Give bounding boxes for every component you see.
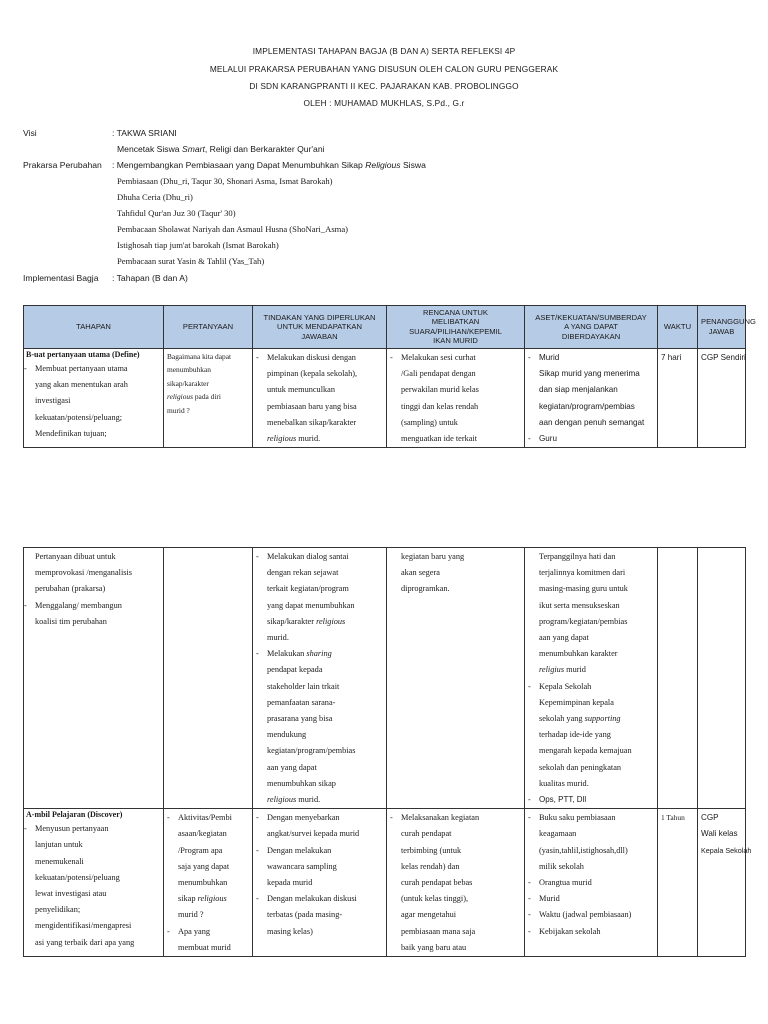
cell-pertanyaan: - Aktivitas/Pembi asaan/kegiatan /Program apa saja yang dapat menumbuhkan sikap religious murid ? - Apa yang membuat murid xyxy=(164,809,253,957)
table-row xyxy=(24,809,746,957)
bagja-table-page-2 xyxy=(23,547,752,957)
table-row xyxy=(24,548,746,809)
cell-aset: - Buku saku pembiasaan keagamaan (yasin,tahlil,istighosah,dll) milik sekolah - Orangtua murid - Murid - Waktu (jadwal pembiasaan) - Kebijakan sekolah xyxy=(525,809,658,957)
prakarsa-item: Istighosah tiap jum'at barokah (Ismat Barokah) xyxy=(117,240,279,250)
cell-pertanyaan xyxy=(164,548,253,809)
cell-penanggung-jawab xyxy=(698,548,746,809)
cell-aset: Terpanggilnya hati dan terjalinnya komitmen dari masing-masing guru untuk ikut serta mensukseskan program/kegiatan/pembias aan yang dapat menumbuhkan karakter religius murid - Kepala Sekolah Kepemimpinan kepala sekolah yang supporting terhadap ide-ide yang mengarah kepada kemajuan sekolah dan peningkatan kualitas murid. - Ops, PTT, Dll xyxy=(525,548,658,809)
cell-tindakan: - Melakukan diskusi dengan pimpinan (kepala sekolah), untuk memunculkan pembiasaan baru yang bisa menebalkan sikap/karakter religious murid. xyxy=(253,348,387,447)
cell-tahapan: Pertanyaan dibuat untuk memprovokasi /menganalisis perubahan (prakarsa) - Menggalang/ membangun koalisi tim perubahan xyxy=(24,548,164,809)
implementasi-label: Implementasi Bagja xyxy=(23,273,99,283)
cell-waktu: 7 hari xyxy=(658,348,698,447)
cell-tahapan: A-mbil Pelajaran (Discover) - Menyusun pertanyaan lanjutan untuk menemukenali kekuatan/potensi/peluang lewat investigasi atau penyelidikan; mengidentifikasi/mengapresi asi yang terbaik dari apa yang xyxy=(24,809,164,957)
visi-value: : TAKWA SRIANI xyxy=(112,128,177,138)
doc-author-line: OLEH : MUHAMAD MUKHLAS, S.Pd., G.r xyxy=(303,98,465,108)
visi-label: Visi xyxy=(23,128,37,138)
header-penanggung-jawab: PENANGGUNG JAWAB xyxy=(698,306,746,349)
stage-title-define: B-uat pertanyaan utama (Define) xyxy=(26,349,140,359)
cell-penanggung-jawab: CGP Sendiri xyxy=(698,348,746,447)
cell-penanggung-jawab: CGP Wali kelas Kepala Sekolah xyxy=(698,809,746,957)
implementasi-value: : Tahapan (B dan A) xyxy=(112,273,188,283)
header-aset: ASET/KEKUATAN/SUMBERDAY A YANG DAPAT DIBERDAYAKAN xyxy=(525,306,658,349)
doc-title-line-1: IMPLEMENTASI TAHAPAN BAGJA (B DAN A) SERTA REFLEKSI 4P xyxy=(252,46,516,56)
header-pertanyaan: PERTANYAAN xyxy=(164,306,253,349)
visi-description: Mencetak Siswa Smart, Religi dan Berkarakter Qur'ani xyxy=(117,144,325,154)
cell-rencana: kegiatan baru yang akan segera diprogramkan. xyxy=(387,548,525,809)
cell-waktu xyxy=(658,548,698,809)
cell-pertanyaan: Bagaimana kita dapat menumbuhkan sikap/karakter religious pada diri murid ? xyxy=(164,348,253,447)
cell-tindakan: - Dengan menyebarkan angkat/survei kepada murid - Dengan melakukan wawancara sampling kepada murid - Dengan melakukan diskusi terbatas (pada masing- masing kelas) xyxy=(253,809,387,957)
doc-title-line-3: DI SDN KARANGPRANTI II KEC. PAJARAKAN KAB. PROBOLINGGO xyxy=(249,81,519,91)
header-waktu: WAKTU xyxy=(658,306,698,349)
stage-title-discover: A-mbil Pelajaran (Discover) xyxy=(26,810,123,820)
prakarsa-item: Pembacaan Sholawat Nariyah dan Asmaul Husna (ShoNari_Asma) xyxy=(117,224,349,234)
header-rencana: RENCANA UNTUK MELIBATKAN SUARA/PILIHAN/KEPEMIL IKAN MURID xyxy=(387,306,525,349)
cell-tindakan: - Melakukan dialog santai dengan rekan sejawat terkait kegiatan/program yang dapat menumbuhkan sikap/karakter religious murid. - Melakukan sharing pendapat kepada stakeholder lain trkait pemanfaatan sarana- prasarana yang bisa mendukung kegiatan/program/pembias aan yang dapat menumbuhkan sikap religious murid. xyxy=(253,548,387,809)
prakarsa-item: Tahfidul Qur'an Juz 30 (Taqur' 30) xyxy=(117,208,236,218)
prakarsa-item: Pembiasaan (Dhu_ri, Taqur 30, Shonari Asma, Ismat Barokah) xyxy=(117,176,333,186)
prakarsa-value: : Mengembangkan Pembiasaan yang Dapat Menumbuhkan Sikap Religious Siswa xyxy=(112,160,426,170)
cell-tahapan: B-uat pertanyaan utama (Define) - Membuat pertanyaan utama yang akan menentukan arah investigasi kekuatan/potensi/peluang; Mendefinikan tujuan; xyxy=(24,348,164,447)
cell-rencana: - Melakukan sesi curhat /Gali pendapat dengan perwakilan murid kelas tinggi dan kelas rendah (sampling) untuk menguatkan ide terkait xyxy=(387,348,525,447)
bagja-table-page-1 xyxy=(23,305,756,448)
prakarsa-label: Prakarsa Perubahan xyxy=(23,160,102,170)
prakarsa-item: Pembacaan surat Yasin & Tahlil (Yas_Tah) xyxy=(117,256,265,266)
table-row xyxy=(24,348,746,447)
cell-rencana: - Melaksanakan kegiatan curah pendapat terbimbing (untuk kelas rendah) dan curah pendapat bebas (untuk kelas tinggi), agar mengetahui pembiasaan mana saja baik yang baru atau xyxy=(387,809,525,957)
cell-aset: - Murid Sikap murid yang menerima dan siap menjalankan kegiatan/program/pembias aan dengan penuh semangat - Guru xyxy=(525,348,658,447)
cell-waktu: 1 Tahun xyxy=(658,809,698,957)
doc-title-line-2: MELALUI PRAKARSA PERUBAHAN YANG DISUSUN OLEH CALON GURU PENGGERAK xyxy=(209,64,559,74)
header-tindakan: TINDAKAN YANG DIPERLUKAN UNTUK MENDAPATKAN JAWABAN xyxy=(253,306,387,349)
header-tahapan: TAHAPAN xyxy=(24,306,164,349)
prakarsa-item: Dhuha Ceria (Dhu_ri) xyxy=(117,192,193,202)
